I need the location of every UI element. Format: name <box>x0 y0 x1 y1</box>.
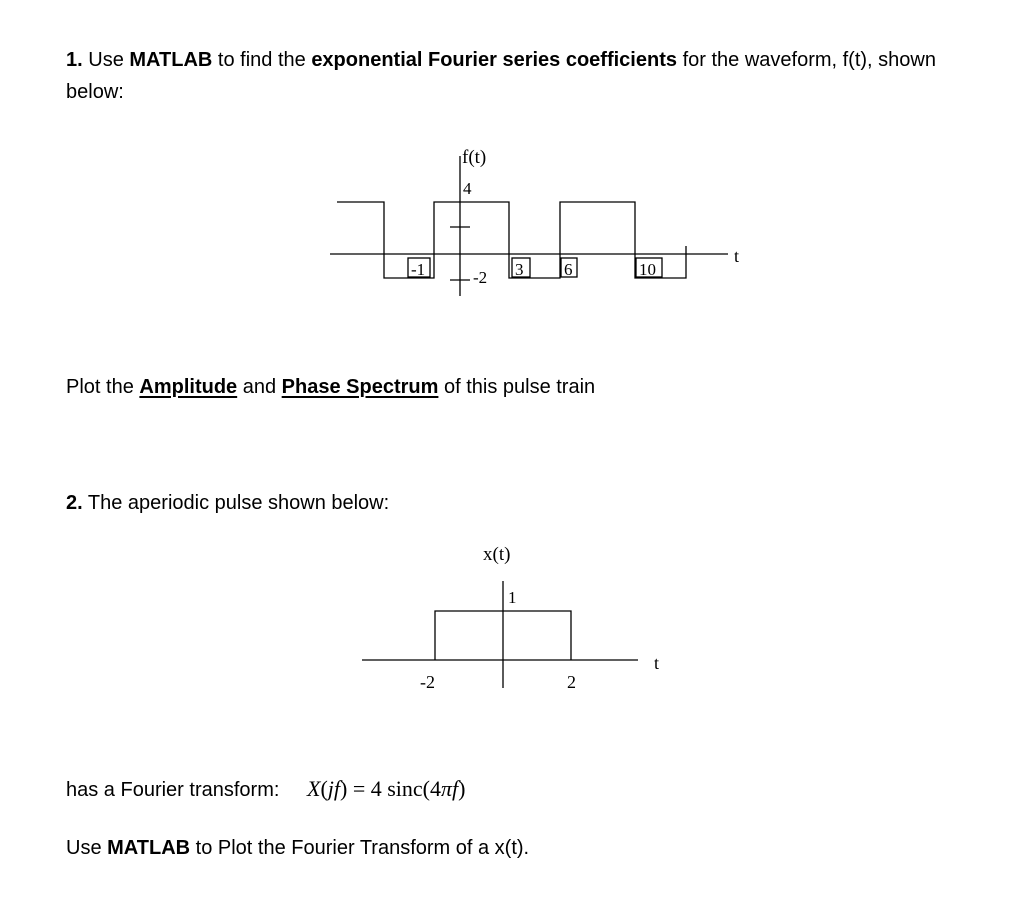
figure-1-tick-neg1: -1 <box>411 260 426 279</box>
problem-1-to-find: to find the <box>217 49 306 71</box>
matlab-keyword: MATLAB <box>129 49 213 71</box>
figure-1-ylabel: f(t) <box>462 147 487 168</box>
figure-2-amp-label: 1 <box>508 588 517 607</box>
figure-2-left-label: -2 <box>420 672 435 692</box>
figure-2-xlabel: t <box>654 653 660 673</box>
problem-1-use: Use <box>88 49 124 71</box>
formula-close: ) <box>458 776 466 801</box>
formula-jf: jf <box>327 776 340 801</box>
formula-f: f <box>452 776 459 801</box>
plot-instruction-after: of this pulse train <box>443 376 596 398</box>
final-matlab-keyword: MATLAB <box>107 837 191 859</box>
plot-instruction-and: and <box>242 376 277 398</box>
figure-1-xlabel: t <box>734 246 740 266</box>
amplitude-keyword: Amplitude <box>139 376 238 398</box>
fourier-transform-line <box>66 773 465 806</box>
figure-2-right-label: 2 <box>567 672 576 692</box>
formula-x: X <box>306 776 321 801</box>
figure-1-tick-10: 10 <box>639 260 656 279</box>
plot-instruction-before: Plot the <box>66 376 134 398</box>
coefficients-keyword: exponential Fourier series coefficients <box>311 49 677 71</box>
final-use: Use <box>66 837 102 859</box>
fourier-label: has a Fourier transform: <box>66 779 280 801</box>
final-instruction <box>66 832 529 864</box>
problem-1-rest: for the waveform, f(t), shown below: <box>66 49 936 103</box>
problem-2-number: 2. <box>66 492 83 514</box>
formula-pi: π <box>441 776 453 801</box>
phase-spectrum-keyword: Phase Spectrum <box>281 376 439 398</box>
problem-1-number: 1. <box>66 49 83 71</box>
figure-1-low-label: -2 <box>473 268 488 287</box>
problem-2-text <box>66 487 389 519</box>
problem-2-description: The aperiodic pulse shown below: <box>87 492 390 514</box>
figure-1-high-label: 4 <box>463 179 472 198</box>
figure-1-tick-3: 3 <box>515 260 524 279</box>
fourier-formula: X(jf) = 4 sinc(4πf) <box>306 776 466 801</box>
figure-1-tick-6: 6 <box>564 260 573 279</box>
figure-2-ylabel: x(t) <box>483 544 511 565</box>
plot-instruction <box>66 371 595 403</box>
final-rest: to Plot the Fourier Transform of a x(t). <box>195 837 530 859</box>
formula-sinc: ) = 4 sinc(4 <box>340 776 441 801</box>
